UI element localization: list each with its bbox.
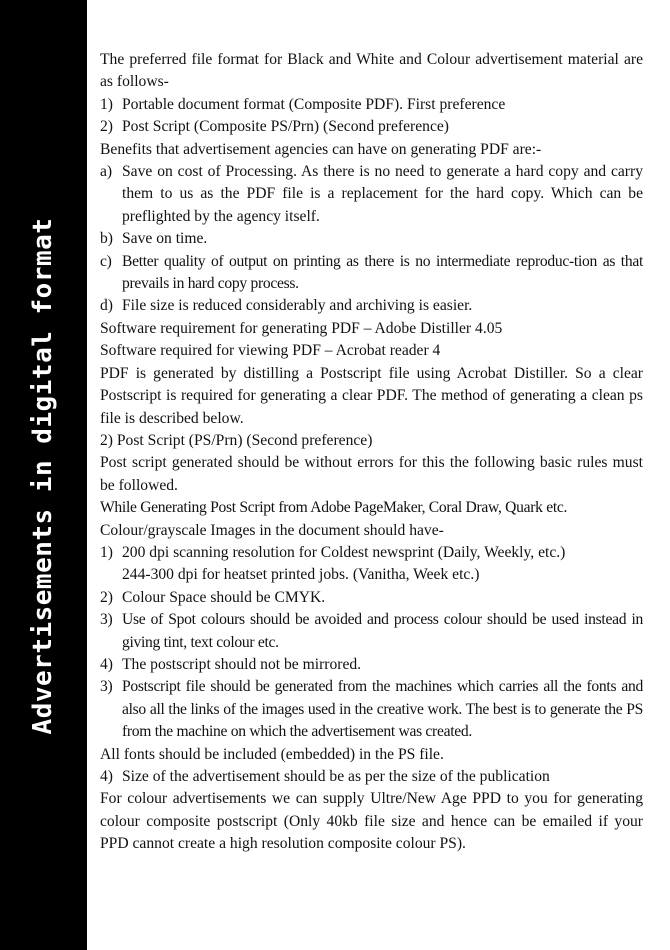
list-item-text: Postscript file should be generated from the machines which carries all the fonts and also all the links of the images used in the creative work. The best is to generate the PS from the machine on which the advertisement was created. — [122, 678, 643, 741]
software-generating: Software requirement for generating PDF – Adobe Distiller 4.05 — [100, 319, 503, 337]
list-marker: 3) — [100, 678, 113, 696]
list-item-text: The postscript should not be mirrored. — [122, 655, 362, 673]
list-item-text: Save on cost of Processing. As there is no need to generate a hard copy and carry them to us as the PDF file is a replacement for the hard copy. Which can be preflighted by the agency itself. — [122, 163, 643, 225]
while-generating-line: While Generating Post Script from Adobe PageMaker, Coral Draw, Quark etc. — [100, 499, 568, 517]
intro-paragraph: The preferred file format for Black and White and Colour advertisement material are as follows- — [100, 51, 643, 91]
size-rule-item — [100, 766, 643, 788]
document-body — [100, 49, 643, 856]
ps-rules-intro: Post script generated should be without errors for this the following basic rules must be followed. — [100, 454, 643, 494]
list-marker: 2) — [100, 118, 113, 136]
list-marker: 1) — [100, 95, 113, 113]
rule-continuation: 244-300 dpi for heatset printed jobs. (Vanitha, Week etc.) — [122, 566, 480, 584]
benefit-item — [100, 161, 643, 228]
list-item-text: File size is reduced considerably and archiving is easier. — [122, 297, 473, 315]
rule-item — [100, 676, 643, 743]
benefit-item — [100, 228, 643, 250]
sidebar-title: Advertisements in digital format — [28, 217, 58, 735]
format-item — [100, 94, 643, 116]
list-marker: 4) — [100, 655, 113, 673]
benefit-item — [100, 295, 643, 317]
rule-item — [100, 654, 643, 676]
rule-item — [100, 587, 643, 609]
software-viewing: Software required for viewing PDF – Acrobat reader 4 — [100, 342, 441, 360]
closing-paragraph: For colour advertisements we can supply Ultre/New Age PPD to you for generating colour composite postscript (Only 40kb file size and hence can be emailed if your PPD cannot create a high resolution composite colour PS). — [100, 790, 643, 853]
list-item-text: Better quality of output on printing as there is no intermediate reproduc-tion as that prevails in hard copy process. — [122, 252, 643, 293]
sidebar — [0, 0, 87, 950]
pdf-generation-paragraph: PDF is generated by distilling a Postscript file using Acrobat Distiller. So a clear Postscript is required for generating a clear PDF. The method of generating a clean ps file is described below. — [100, 364, 643, 427]
list-marker: d) — [100, 297, 113, 315]
list-marker: 2) — [100, 588, 113, 606]
ps-heading: 2) Post Script (PS/Prn) (Second preference) — [100, 431, 373, 449]
rule-item — [100, 609, 643, 654]
format-item — [100, 116, 643, 138]
rule-item — [100, 542, 643, 564]
images-heading: Colour/grayscale Images in the document should have- — [100, 521, 444, 539]
list-marker: a) — [100, 163, 113, 181]
benefits-heading: Benefits that advertisement agencies can have on generating PDF are:- — [100, 140, 542, 158]
list-marker: b) — [100, 230, 113, 248]
fonts-note: All fonts should be included (embedded) in the PS file. — [100, 745, 444, 763]
list-item-text: 200 dpi scanning resolution for Coldest newsprint (Daily, Weekly, etc.) — [122, 543, 566, 561]
list-item-text: Portable document format (Composite PDF). First preference — [122, 95, 506, 113]
list-item-text: Save on time. — [122, 230, 208, 248]
list-item-text: Colour Space should be CMYK. — [122, 588, 326, 606]
list-item-text: Post Script (Composite PS/Prn) (Second preference) — [122, 118, 449, 136]
list-marker: c) — [100, 252, 112, 270]
benefit-item — [100, 251, 643, 296]
list-marker: 1) — [100, 543, 113, 561]
list-item-text: Size of the advertisement should be as per the size of the publication — [122, 768, 550, 785]
list-marker: 4) — [100, 768, 113, 785]
list-marker: 3) — [100, 611, 113, 629]
list-item-text: Use of Spot colours should be avoided and process colour should be used instead in giving tint, text colour etc. — [122, 611, 643, 651]
